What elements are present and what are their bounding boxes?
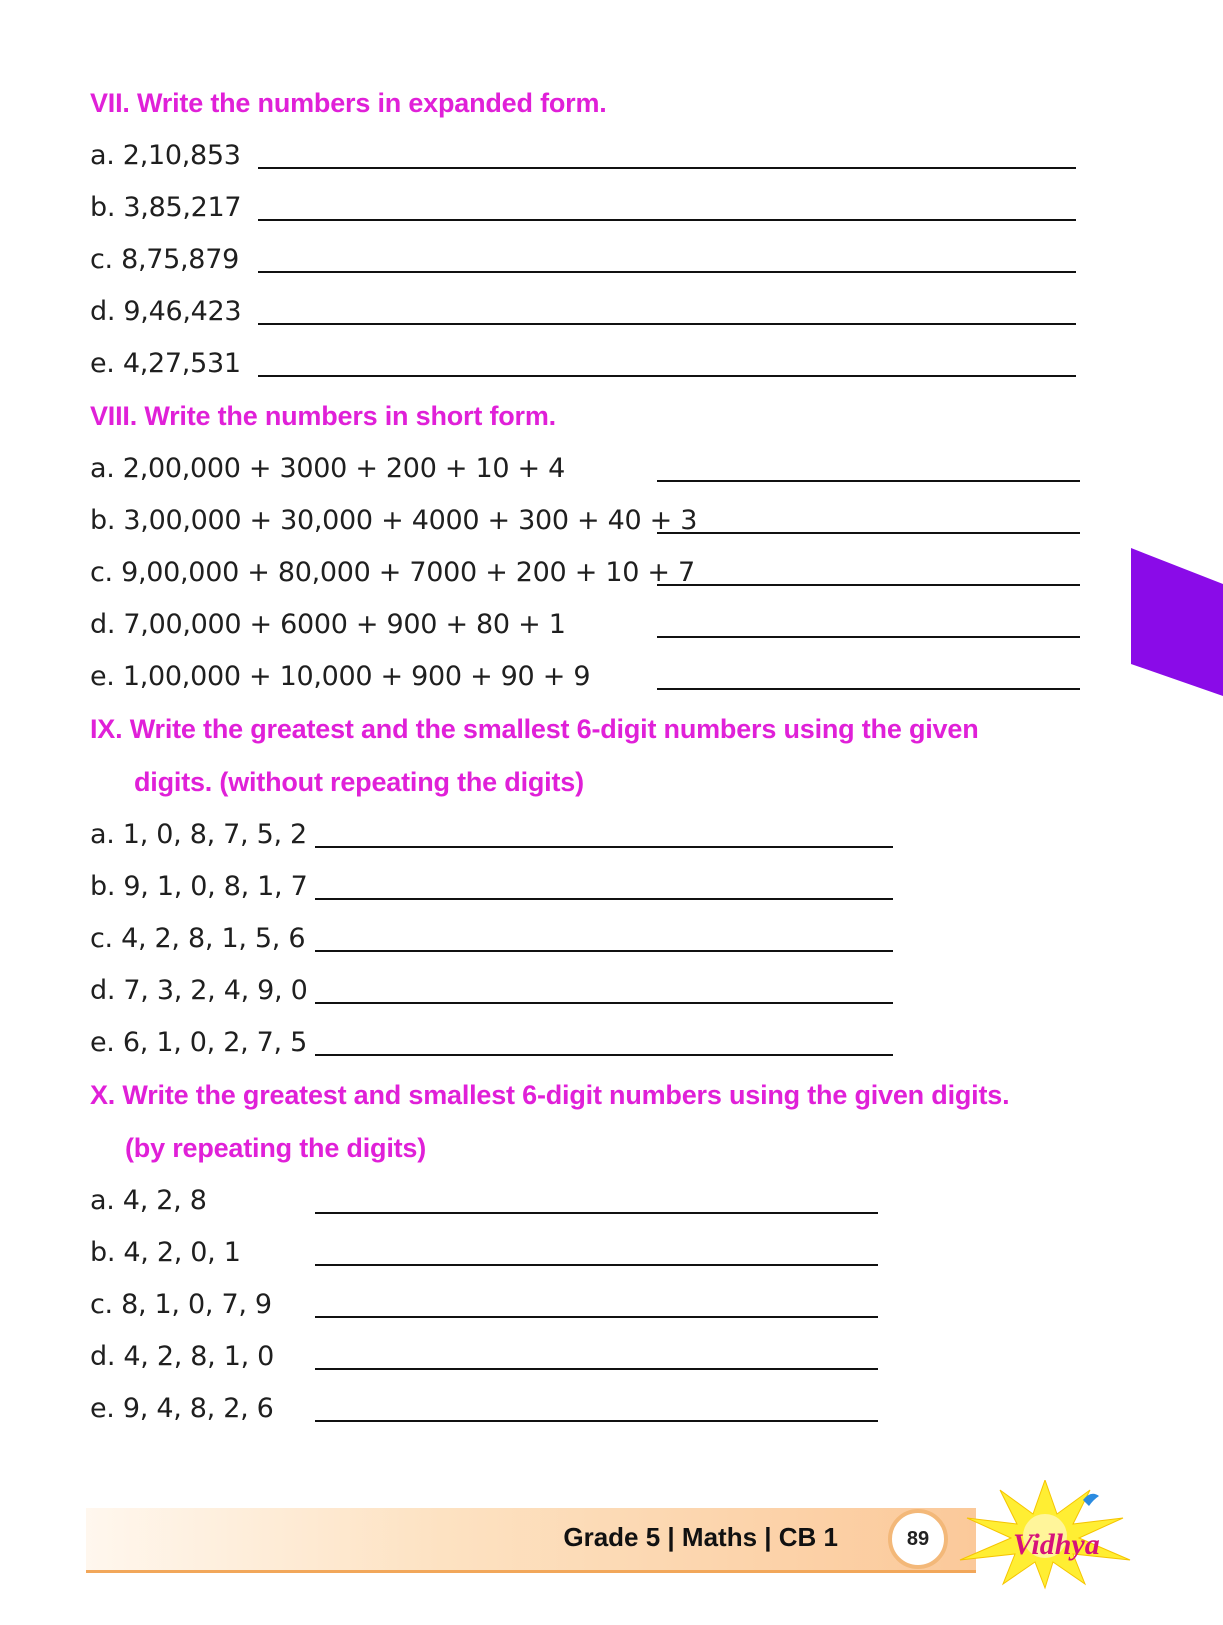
x-item-b: b. 4, 2, 0, 1 <box>90 1237 241 1268</box>
section-vii-heading: VII. Write the numbers in expanded form. <box>90 88 607 118</box>
vii-item-d: d. 9,46,423 <box>90 296 242 327</box>
x-item-c: c. 8, 1, 0, 7, 9 <box>90 1289 272 1320</box>
section-x-heading: X. Write the greatest and smallest 6-digit numbers using the given digits. <box>90 1080 1010 1110</box>
x-item-e: e. 9, 4, 8, 2, 6 <box>90 1393 274 1424</box>
footer-band <box>86 1508 976 1573</box>
vii-item-e: e. 4,27,531 <box>90 348 241 379</box>
x-answer-line-b[interactable] <box>315 1264 878 1266</box>
vii-answer-line-d[interactable] <box>258 323 1076 325</box>
viii-answer-line-d[interactable] <box>657 636 1080 638</box>
x-answer-line-a[interactable] <box>315 1212 878 1214</box>
vidhya-logo <box>955 1480 1135 1590</box>
ix-item-e: e. 6, 1, 0, 2, 7, 5 <box>90 1027 307 1058</box>
viii-item-e: e. 1,00,000 + 10,000 + 900 + 90 + 9 <box>90 661 591 692</box>
vii-item-c: c. 8,75,879 <box>90 244 239 275</box>
viii-answer-line-c[interactable] <box>657 584 1080 586</box>
vii-item-b: b. 3,85,217 <box>90 192 242 223</box>
vii-answer-line-c[interactable] <box>258 271 1076 273</box>
vii-answer-line-e[interactable] <box>258 375 1076 377</box>
section-ix-heading-continued: digits. (without repeating the digits) <box>134 767 584 797</box>
footer-course-label: Grade 5 | Maths | CB 1 <box>563 1522 838 1552</box>
page-number-badge <box>888 1509 948 1569</box>
vii-answer-line-a[interactable] <box>258 167 1076 169</box>
ix-item-d: d. 7, 3, 2, 4, 9, 0 <box>90 975 308 1006</box>
viii-answer-line-b[interactable] <box>657 532 1080 534</box>
ix-answer-line-d[interactable] <box>315 1002 893 1004</box>
logo-wordmark: Vidhya <box>1013 1528 1100 1561</box>
viii-item-a: a. 2,00,000 + 3000 + 200 + 10 + 4 <box>90 453 565 484</box>
ix-item-c: c. 4, 2, 8, 1, 5, 6 <box>90 923 306 954</box>
x-item-a: a. 4, 2, 8 <box>90 1185 207 1216</box>
ix-answer-line-b[interactable] <box>315 898 893 900</box>
viii-answer-line-a[interactable] <box>657 480 1080 482</box>
page-number: 89 <box>906 1527 930 1550</box>
x-item-d: d. 4, 2, 8, 1, 0 <box>90 1341 275 1372</box>
vii-answer-line-b[interactable] <box>258 219 1076 221</box>
section-x-heading-continued: (by repeating the digits) <box>125 1133 427 1163</box>
x-answer-line-e[interactable] <box>315 1420 878 1422</box>
viii-item-d: d. 7,00,000 + 6000 + 900 + 80 + 1 <box>90 609 566 640</box>
x-answer-line-c[interactable] <box>315 1316 878 1318</box>
section-ix-heading: IX. Write the greatest and the smallest 6-digit numbers using the given <box>90 714 979 744</box>
x-answer-line-d[interactable] <box>315 1368 878 1370</box>
ix-answer-line-e[interactable] <box>315 1054 893 1056</box>
viii-item-b: b. 3,00,000 + 30,000 + 4000 + 300 + 40 + 3 <box>90 505 698 536</box>
ix-item-b: b. 9, 1, 0, 8, 1, 7 <box>90 871 308 902</box>
section-viii-heading: VIII. Write the numbers in short form. <box>90 401 556 431</box>
ix-answer-line-a[interactable] <box>315 846 893 848</box>
ix-answer-line-c[interactable] <box>315 950 893 952</box>
ix-item-a: a. 1, 0, 8, 7, 5, 2 <box>90 819 307 850</box>
viii-answer-line-e[interactable] <box>657 688 1080 690</box>
viii-item-c: c. 9,00,000 + 80,000 + 7000 + 200 + 10 + 7 <box>90 557 695 588</box>
chapter-side-tab <box>1131 548 1223 696</box>
vii-item-a: a. 2,10,853 <box>90 140 241 171</box>
